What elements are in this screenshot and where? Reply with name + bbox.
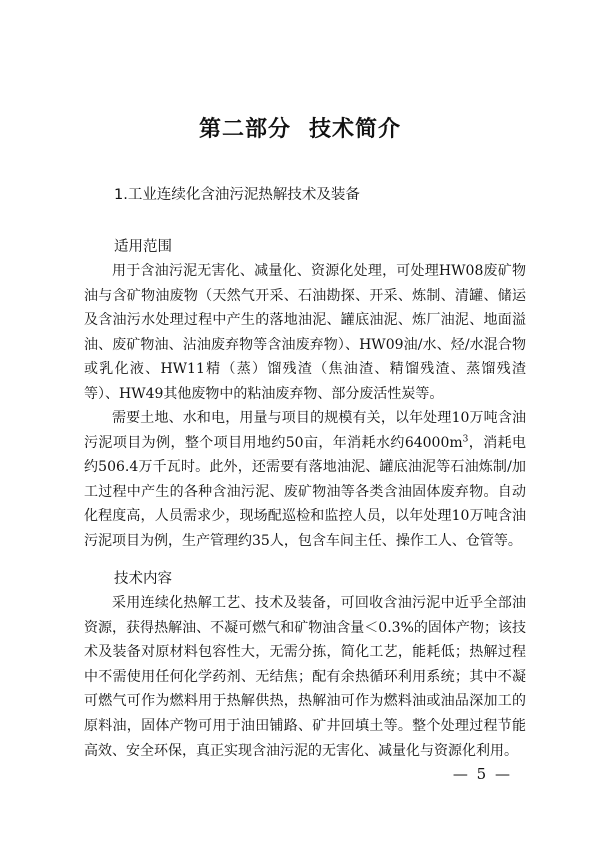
- section-heading: 1.工业连续化含油污泥热解技术及装备: [114, 187, 360, 203]
- page-title: [0, 112, 600, 143]
- requirements-paragraph: [84, 406, 526, 554]
- tech-content-heading: 技术内容: [114, 571, 172, 587]
- requirements-text-b: ，消耗电约506.4万千瓦时。此外，还需要有落地油泥、罐底油泥等石油炼制/加工过程中产生的各种含油污泥、废矿物油等各类含油固体废弃物。自动化程度高，人员需求少，现场配巡检和监控人员，以年处理10万吨含油污泥项目为例，生产管理约35人，包含车间主任、操作工人、仓管等。: [84, 434, 527, 549]
- requirements-text-a: 需要土地、水和电，用量与项目的规模有关，以年处理10万吨含油污泥项目为例，整个项目用地约50亩，年消耗水约64000m: [84, 410, 526, 451]
- cubic-superscript: 3: [462, 433, 469, 444]
- page-title-topic: 技术简介: [309, 117, 402, 142]
- applicable-scope-paragraph: 用于含油污泥无害化、减量化、资源化处理，可处理HW08废矿物油与含矿物油废物（天然气开采、石油勘探、开采、炼制、清罐、储运及含油污水处理过程中产生的落地油泥、罐底油泥、炼厂油泥、地面溢油、废矿物油、沾油废弃物等含油废弃物）、HW09油/水、烃/水混合物或乳化液、HW11精（蒸）馏残渣（焦油渣、精馏残渣、蒸馏残渣等）、HW49其他废物中的粘油废弃物、部分废活性炭等。: [84, 263, 526, 402]
- applicable-scope-heading: 适用范围: [114, 239, 172, 255]
- page-title-part: 第二部分: [198, 117, 291, 142]
- tech-content-paragraph: 采用连续化热解工艺、技术及装备，可回收含油污泥中近乎全部油资源，获得热解油、不凝可燃气和矿物油含量＜0.3%的固体产物；该技术及装备对原材料包容性大，无需分拣，简化工艺，能耗低；热解过程中不需使用任何化学药剂、无结焦；配有余热循环利用系统；其中不凝可燃气可作为燃料用于热解供热，热解油可作为燃料油或油品深加工的原料油，固体产物可用于油田铺路、矿井回填土等。整个处理过程节能高效、安全环保，真正实现含油污泥的无害化、减量化与资源化利用。: [84, 595, 526, 759]
- page-number: — 5 —: [452, 765, 512, 783]
